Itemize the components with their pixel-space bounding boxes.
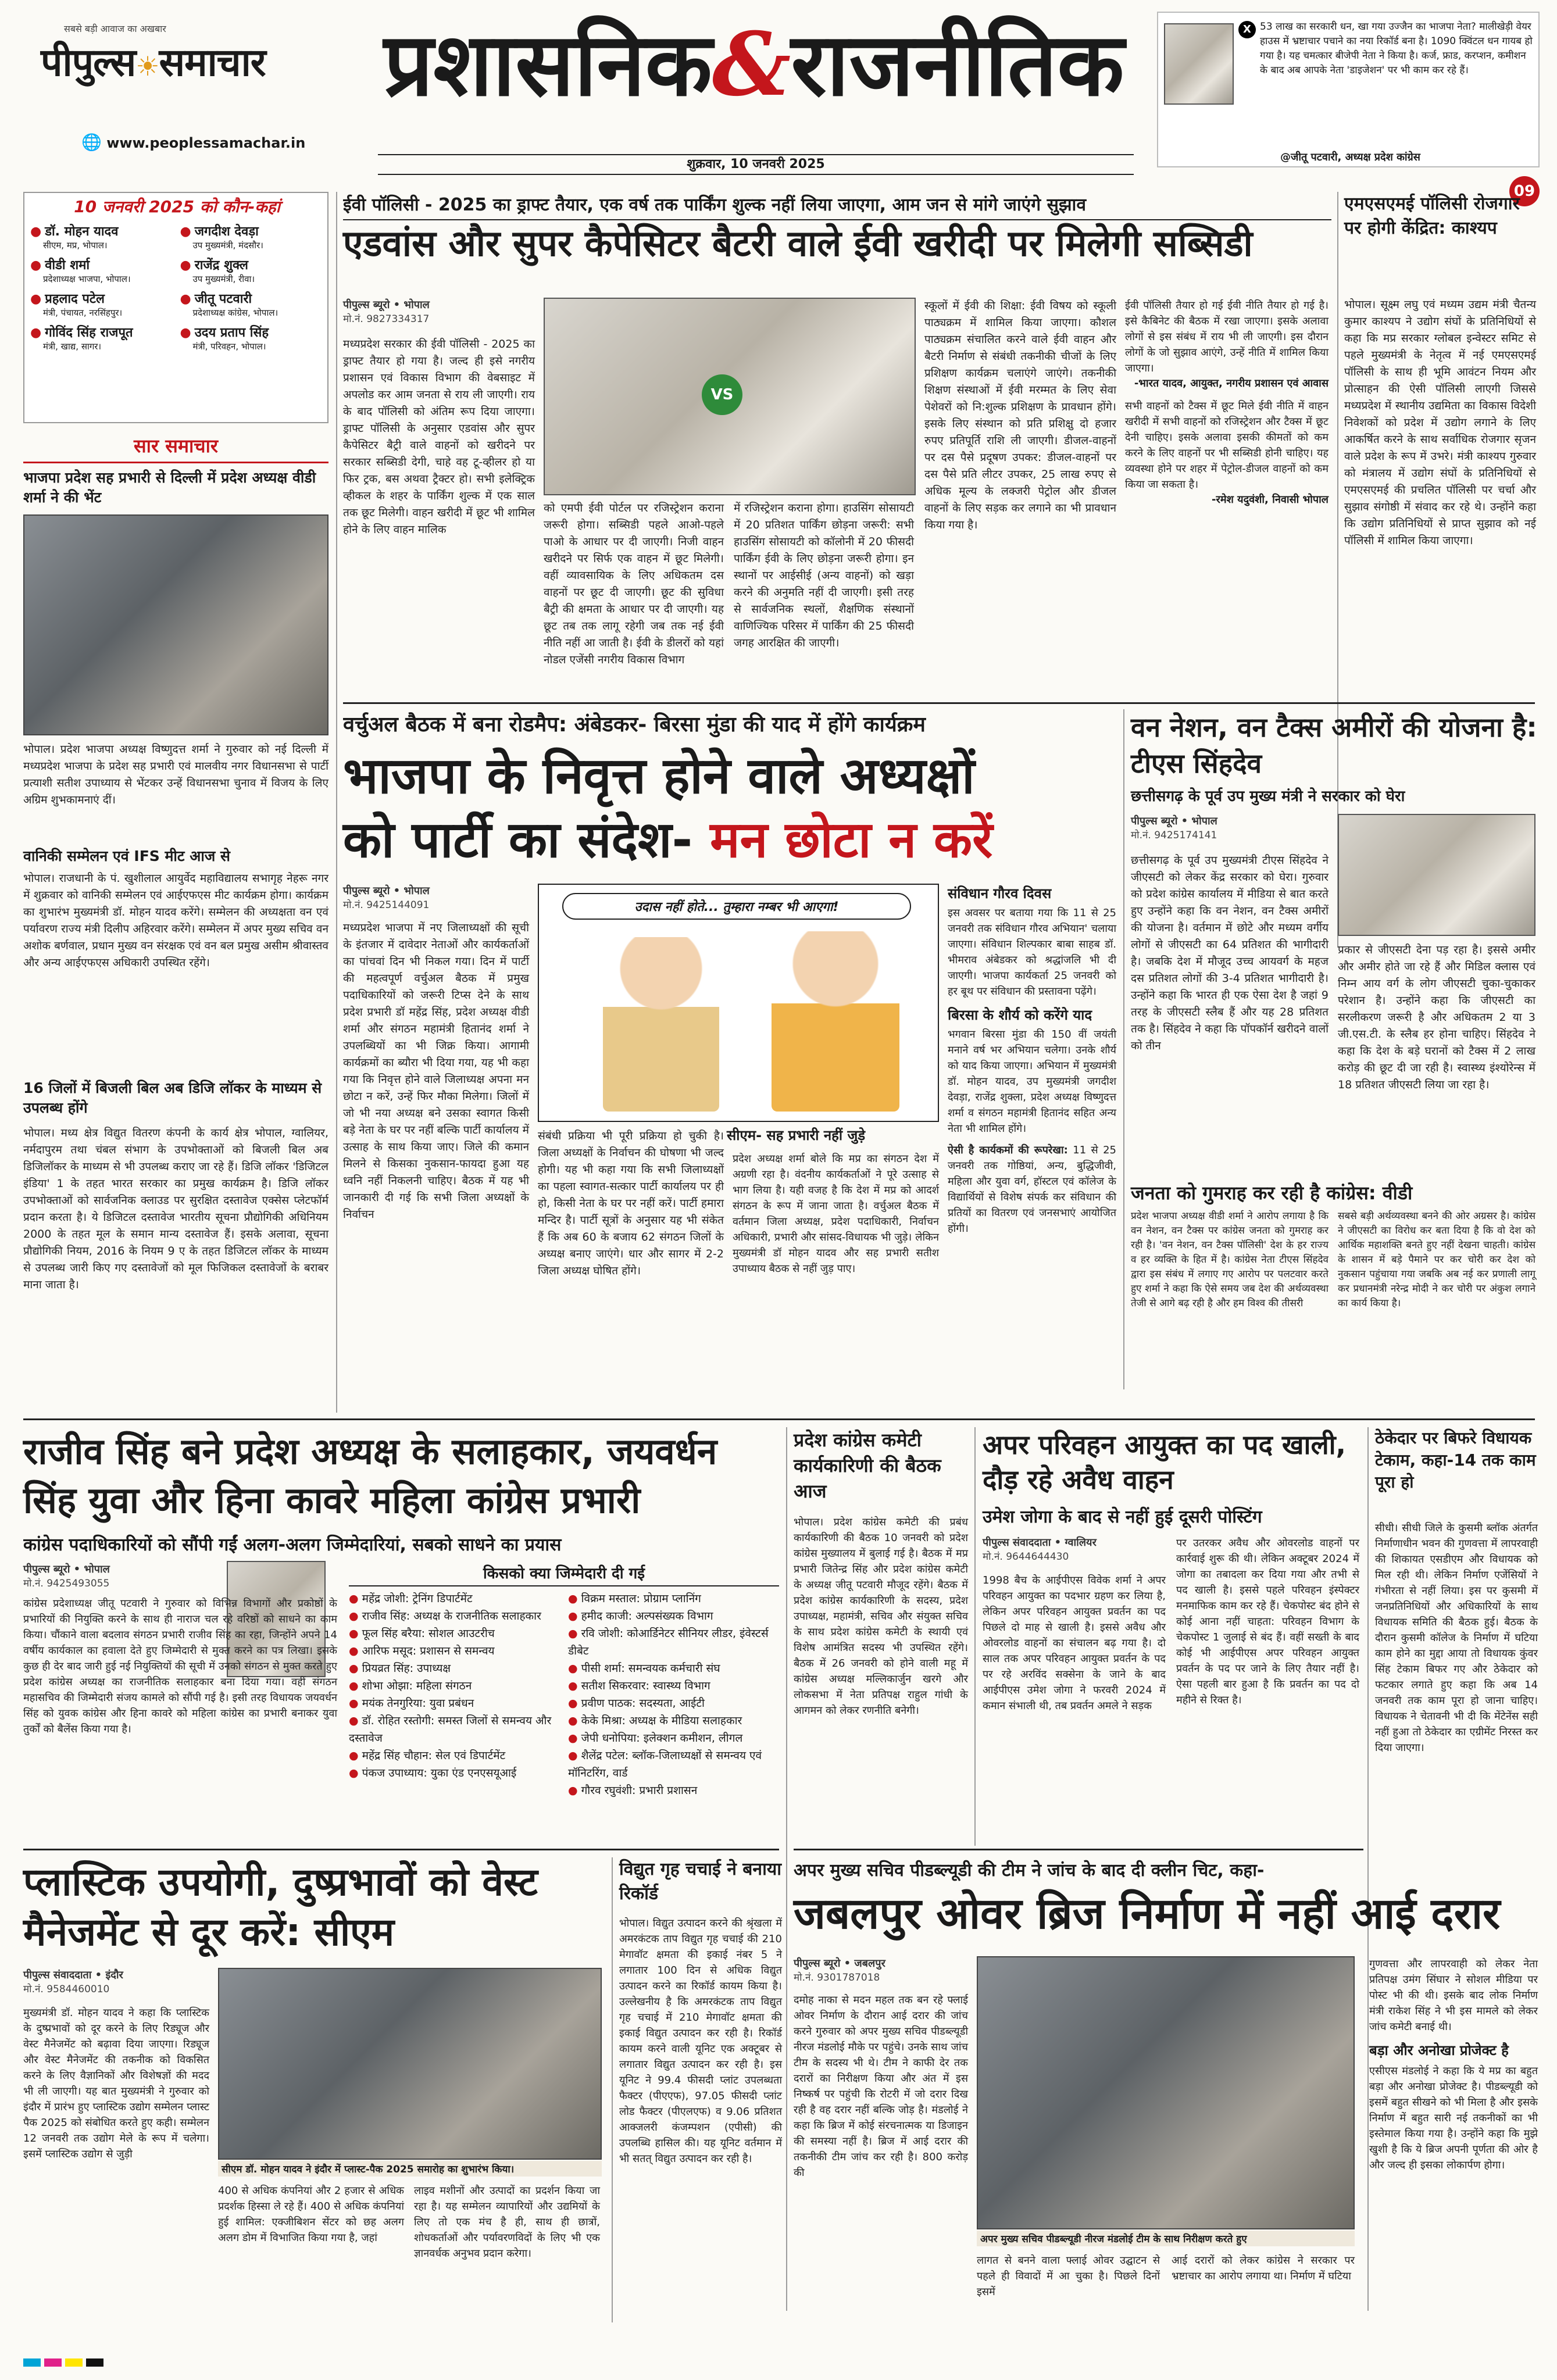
- duty-item: ● प्रियव्रत सिंह: उपाध्यक्ष: [349, 1660, 560, 1677]
- cartoon-figure-left: [603, 937, 719, 1112]
- whos-where-item: [30, 290, 174, 319]
- section-title: [384, 15, 1124, 115]
- ev-quote2-by: -रमेश यदुवंशी, निवासी भोपाल: [1212, 494, 1329, 506]
- bjp-mobile: मो.नं. 9425144091: [343, 899, 430, 911]
- ev-kicker: ईवी पॉलिसी - 2025 का ड्राफ्ट तैयार, एक वर्ष तक पार्किंग शुल्क नहीं लिया जाएगा, आम जन से मांगे जाएंगे सुझाव: [343, 192, 1331, 220]
- duties-col2: [568, 1590, 779, 1799]
- duty-item: ● हमीद काजी: अल्पसंख्यक विभाग: [568, 1607, 779, 1625]
- duties-grid: [349, 1590, 779, 1799]
- duty-item: ● सतीश सिकरवार: स्वास्थ्य विभाग: [568, 1677, 779, 1695]
- roster-head: ऐसी है कार्यकमों की रूपरेखा:: [948, 1144, 1068, 1156]
- saar-story3-body: भोपाल। मध्य क्षेत्र विद्युत वितरण कंपनी के कार्य क्षेत्र भोपाल, ग्वालियर, नर्मदापुरम तथा चंबल संभाग के उपभोक्ताओं को बिजली बिल अब डिजिलॉकर के माध्यम से भी उपलब्ध कराए जा रहे हैं। डिजि लॉकर 'डिजिटल इंडिया' 1 के तहत भारत सरकार का प्रमुख कार्यक्रम है। डिजि लॉकर उपभोक्ताओं को सार्वजनिक क्लाउड पर सुरक्षित दस्तावेज एक्सेस प्लेटफॉर्म प्रदान करता है। ये डिजिटल दस्तावेज भारतीय सूचना प्रौद्योगिकी अधिनियम 2000 के तहत मूल के समान मान्य दस्तावेज हैं। इसके अलावा, सूचना प्रौद्योगिकी नियम, 2016 के नियम 9 ए के तहत डिजिटल लॉकर के माध्यम से उपलब्ध जारी किए गए दस्तावेजों को मूल फिजिकल दस्तावेजों के बराबर माना जाता है।: [23, 1127, 328, 1291]
- whos-where-item: [30, 222, 174, 251]
- bridge-right: [1369, 1956, 1538, 2173]
- person-name: ● गोविंद सिंह राजपूत: [30, 323, 174, 341]
- cartoon-caption: सीएम- सह प्रभारी नहीं जुड़े: [727, 1127, 866, 1143]
- section-rule: [23, 1849, 779, 1850]
- singhdeo-photo: [1338, 814, 1535, 936]
- bjp-side: [948, 884, 1116, 1237]
- person-detail: प्रदेशाध्यक्ष कांग्रेस, भोपाल।: [192, 308, 278, 318]
- rajiv-mobile: मो.नं. 9425493055: [23, 1578, 110, 1589]
- plastic-col2: 400 से अधिक कंपनियां और 2 हजार से अधिक प्रदर्शक हिस्सा ले रहे हैं। 400 से अधिक कंपनियां हुई शामिल: एक्जीबिशन सेंटर को छह अलग अलग डोम में विभाजित किया गया है, जहां: [218, 2185, 404, 2244]
- bjp-col3: प्रदेश अध्यक्ष शर्मा बोले कि मप्र का संगठन देश में अग्रणी रहा है। वंदनीय कार्यकर्ताओं ने पूरे उत्साह से भाग लिया है। यही वजह है कि देश में मप्र को आदर्श संगठन के रूप में जाना जाता है। वर्चुअल बैठक में वर्तमान जिला अध्यक्ष, प्रदेश पदाधिकारी, निर्वाचन अधिकारी, प्रभारी और सांसद-विधायक भी जुड़े। लेकिन मुख्यमंत्री डॉ मोहन यादव और सह प्रभारी सतीश उपाध्याय बैठक से नहीं जुड़ पाए।: [733, 1153, 939, 1275]
- singhdeo-byline: पीपुल्स ब्यूरो • भोपाल: [1131, 815, 1217, 827]
- duty-item: ● प्रवीण पाठक: सदस्यता, आईटी: [568, 1695, 779, 1712]
- column-divider: [974, 1427, 976, 1846]
- singhdeo-col1: छत्तीसगढ़ के पूर्व उप मुख्यमंत्री टीएस सिंहदेव ने जीएसटी को लेकर केंद्र सरकार को घेरा। गुरुवार को प्रदेश कांग्रेस कार्यालय में मीडिया से बात करते हुए उन्होंने कहा कि वन नेशन, वन टैक्स अमीरों की योजना है। वर्तमान में छोटे और मध्यम वर्गीय लोगों से जीएसटी का 64 प्रतिशत की भागीदारी है। जबकि देश में मौजूद उच्च आयवर्ग के महज दस प्रतिशत लोगों की 3-4 प्रतिशत भागीदारी है। उन्होंने कहा कि भारत ही एक ऐसा देश है जहां 9 तरह के जीएसटी स्लैब हैं और यह 28 प्रतिशत तक है। सिंहदेव ने कहा कि पॉपकॉर्न खरीदने वालों को तीन: [1131, 854, 1329, 1052]
- whos-where-item: [180, 222, 324, 251]
- person-detail: मंत्री, पंचायत, नरसिंहपुर।: [43, 308, 123, 318]
- duty-item: ● केके मिश्रा: अध्यक्ष के मीडिया सलाहकार: [568, 1712, 779, 1729]
- samvidhan-head: संविधान गौरव दिवस: [948, 885, 1052, 902]
- duty-item: ● जेपी धनोपिया: इलेक्शन कमीशन, लीगल: [568, 1729, 779, 1747]
- transport-col2: पर उतरकर अवैध और ओवरलोड वाहनों पर कार्रवाई शुरू की थी। लेकिन अक्टूबर 2024 में जोगा का तबादला कर दिया गया और तभी से पद खाली है। इससे पहले परिवहन इंस्पेक्टर मनमाफिक काम कर रहे हैं। चेकपोस्ट बंद होने से कोई आना नहीं चाहता: परिवहन विभाग के चेकपोस्ट 1 जुलाई से बंद हैं। वहीं सख्ती के बाद कोई भी आईपीएस अपर परिवहन आयुक्त प्रवर्तन के पद पर जाने के लिए तैयार नहीं है। ऐसा पहली बार हुआ है कि प्रवर्तन का पद दो महीने से रिक्त है।: [1176, 1537, 1359, 1706]
- cong-meet-body: भोपाल। प्रदेश कांग्रेस कमेटी की प्रबंध कार्यकारिणी की बैठक 10 जनवरी को प्रदेश कांग्रेस मुख्यालय में बुलाई गई है। बैठक में मप्र प्रभारी जितेन्द्र सिंह और प्रदेश कांग्रेस कमेटी के अध्यक्ष जीतू पटवारी मौजूद रहेंगे। बैठक में प्रदेश कांग्रेस कार्यकारिणी के सदस्य, प्रदेश उपाध्यक्ष, महामंत्री, सचिव और संयुक्त सचिव के साथ प्रदेश कांग्रेस कमेटी के स्थायी एवं विशेष आमंत्रित सदस्य भी उपस्थित रहेंगे। बैठक में 26 जनवरी को होने वाली महू में कांग्रेस अध्यक्ष मल्लिकार्जुन खरगे और लोकसभा में नेता प्रतिपक्ष राहुल गांधी के आगमन को लेकर रणनीति बनेगी।: [794, 1516, 968, 1717]
- power-body: भोपाल। विद्युत उत्पादन करने की श्रृंखला में अमरकंटक ताप विद्युत गृह चचाई की 210 मेगावॉट क्षमता की इकाई नंबर 5 ने लगातार 100 दिन से अधिक विद्युत उत्पादन करने का रिकॉर्ड कायम किया है। उल्लेखनीय है कि अमरकंटक ताप विद्युत गृह चचाई में 210 मेगावॉट क्षमता की इकाई विद्युत उत्पादन कर रही है। रिकॉर्ड कायम करने वाली यूनिट एक अक्टूबर से लगातार विद्युत उत्पादन कर रही है। इस यूनिट ने 99.4 फीसदी प्लांट उपलब्धता फैक्टर (पीएएफ), 97.05 फीसदी प्लांट लोड फैक्टर (पीएलएफ) व 9.06 प्रतिशत आक्जलरी कंजम्पशन (एपीसी) की उपलब्धि हासिल की। यह यूनिट वर्तमान में भी सतत् विद्युत उत्पादन कर रही है।: [619, 1917, 782, 2165]
- saar-story2-headline: वानिकी सम्मेलन एवं IFS मीट आज से: [23, 848, 230, 864]
- person-detail: उप मुख्यमंत्री, रीवा।: [192, 274, 255, 284]
- person-name: ● जीतू पटवारी: [180, 290, 324, 307]
- ev-quote1-by: -भारत यादव, आयुक्त, नगरीय प्रशासन एवं आवास: [1134, 377, 1329, 389]
- column-divider: [1123, 709, 1124, 1389]
- bridge-col4: गुणवत्ता और लापरवाही को लेकर नेता प्रतिपक्ष उमंग सिंघार ने सोशल मीडिया पर पोस्ट भी की थी। इसके बाद लोक निर्माण मंत्री राकेश सिंह ने भी इस मामले को लेकर जांच कमेटी बनाई थी।: [1369, 1958, 1538, 2033]
- singhdeo-story: [1131, 709, 1538, 1174]
- plastic-byline-box: [23, 1968, 209, 1995]
- bridge-col2: लागत से बनने वाला फ्लाई ओवर उद्घाटन से पहले ही विवादों में आ चुका है। पिछले दिनों इसमें: [977, 2254, 1160, 2298]
- masthead: [17, 12, 1540, 200]
- plastic-story: [23, 1857, 605, 2322]
- section-rule: [23, 1418, 1535, 1420]
- plastic-col1: मुख्यमंत्री डॉ. मोहन यादव ने कहा कि प्लास्टिक के दुष्प्रभावों को दूर करने के लिए रिड्यूज और वेस्ट मैनेजमेंट को बढ़ावा दिया जाएगा। रिड्यूज और वेस्ट मैनेजमेंट की तकनीक को विकसित करने के लिए वैज्ञानिकों और विशेषज्ञों की मदद भी ली जाएगी। यह बात मुख्यमंत्री ने गुरुवार को इंदौर में प्रारंभ हुए प्लास्टिक उद्योग सम्मेलन प्लास्ट पैक 2025 को संबोधित करते हुए कही। सम्मेलन 12 जनवरी तक उद्योग मेले के रूप में चलेगा। इसमें प्लास्टिक उद्योग से जुड़ी: [23, 2007, 209, 2160]
- bjp-col1: मध्यप्रदेश भाजपा में नए जिलाध्यक्षों की सूची के इंतजार में दावेदार नेताओं और कार्यकर्ताओं का पांचवां दिन भी निकल गया। दिन में पार्टी की महत्वपूर्ण वर्चुअल बैठक में प्रमुख पदाधिकारियों को जरूरी टिप्स देने के साथ प्रदेश प्रभारी डॉ महेंद्र सिंह, प्रदेश अध्यक्ष वीडी शर्मा और संगठन महामंत्री हितानंद शर्मा ने उपलब्धियों का भी जिक्र किया। आगामी कार्यक्रमों का ब्यौरा भी दिया गया, यह भी कहा गया कि निवृत्त होने वाले जिलाध्यक्ष अपना मन छोटा न करें, उन्हें फिर मौका मिलेगा। जिलों में जो भी नया अध्यक्ष बने उसका स्वागत किसी बड़े नेता के घर पर नहीं बल्कि पार्टी कार्यालय में उत्साह के साथ किया जाए। जिले की कमान मिलने से किसका नुकसान-फायदा हुआ यह ध्वनि नहीं निकलनी चाहिए। बैठक में यह भी जानकारी दी गई कि सभी जिला अध्यक्षों के निर्वाचन: [343, 921, 529, 1221]
- msme-story: [1344, 192, 1536, 698]
- duties-table: [349, 1562, 779, 1799]
- bjp-col2: संबंधी प्रक्रिया भी पूरी प्रक्रिया हो चुकी है। जिला अध्यक्षों के निर्वाचन की घोषणा भी जल्द होगी। यह भी कहा गया कि सभी जिलाध्यक्षों का पहला स्वागत-सत्कार पार्टी कार्यालय पर ही हो, किसी नेता के घर पर नहीं करें। पार्टी हमारा मन्दिर है। पार्टी सूत्रों के अनुसार यह भी संकेत हैं कि अब 60 के बजाय 62 संगठन जिलों के अध्यक्ष बनाए जाएंगे। धार और सागर में 2-2 जिला अध्यक्ष घोषित होंगे।: [538, 1130, 724, 1277]
- duty-item: ● पंकज उपाध्याय: युका एंड एनएसयूआई: [349, 1764, 560, 1782]
- duty-item: ● विक्रम मस्ताल: प्रोग्राम प्लानिंग: [568, 1590, 779, 1607]
- singhdeo-headline: वन नेशन, वन टैक्स अमीरों की योजना है: टीएस सिंहदेव: [1131, 712, 1537, 779]
- globe-icon: 🌐: [81, 133, 102, 152]
- reg-yellow: [65, 2358, 83, 2367]
- whos-where-heading: 10 जनवरी 2025 को कौन-कहां: [74, 197, 280, 216]
- plastic-headline: प्लास्टिक उपयोगी, दुष्प्रभावों को वेस्ट मैनेजमेंट से दूर करें: सीएम: [23, 1860, 538, 1954]
- whos-where-item: [180, 323, 324, 352]
- bjp-cartoon: [538, 884, 939, 1122]
- person-name: ● डॉ. मोहन यादव: [30, 222, 174, 240]
- vs-badge: [702, 374, 742, 415]
- vd-janta-headline: जनता को गुमराह कर रही है कांग्रेस: वीडी: [1131, 1182, 1413, 1204]
- tweet-box: [1157, 12, 1540, 167]
- column-divider: [612, 1857, 613, 2322]
- person-name: ● जगदीश देवड़ा: [180, 222, 324, 240]
- singhdeo-mobile: मो.नं. 9425174141: [1131, 830, 1217, 841]
- bridge-byline-box: [794, 1956, 968, 1984]
- duty-item: ● रवि जोशी: कोआर्डिनेटर सीनियर लीडर, इंवेस्टर्स डीबेट: [568, 1625, 779, 1660]
- cong-meet-story: [794, 1427, 968, 1846]
- duty-item: ● आरिफ मसूद: प्रशासन से समन्वय: [349, 1642, 560, 1660]
- whos-where-grid: [30, 222, 324, 352]
- transport-headline: अपर परिवहन आयुक्त का पद खाली, दौड़ रहे अवैध वाहन: [983, 1429, 1347, 1495]
- person-name: ● प्रहलाद पटेल: [30, 290, 174, 307]
- transport-byline: पीपुल्स संवाददाता • ग्वालियर: [983, 1536, 1097, 1549]
- ev-byline-box: [343, 298, 535, 325]
- bridge-caption: अपर मुख्य सचिव पीडब्ल्यूडी नीरज मंडलोई टीम के साथ निरीक्षण करते हुए: [977, 2231, 1355, 2246]
- bridge-story: [794, 1857, 1538, 2322]
- transport-mobile: मो.नं. 9644644430: [983, 1551, 1069, 1563]
- column-divider: [786, 1427, 787, 2311]
- saar-story3-headline: 16 जिलों में बिजली बिल अब डिजि लॉकर के माध्यम से उपलब्ध होंगे: [23, 1080, 322, 1116]
- reg-black: [86, 2358, 103, 2367]
- duties-col1: [349, 1590, 560, 1799]
- logo[interactable]: [41, 35, 266, 87]
- singhdeo-sub: छत्तीसगढ़ के पूर्व उप मुख्य मंत्री ने सरकार को घेरा: [1131, 788, 1405, 805]
- duty-item: ● महेंद्र सिंह चौहान: सेल एवं डिपार्टमेंट: [349, 1747, 560, 1764]
- ev-quote2: सभी वाहनों को टैक्स में छूट मिले ईवी नीति में वाहन खरीदी में सभी वाहनों को रजिस्ट्रेशन और टैक्स में छूट देनी चाहिए। इसके अलावा इसकी कीमतों को कम करने के लिए वाहनों पर भी सब्सिडी होनी चाहिए। यह व्यवस्था होने पर शहर में पेट्रोल-डीजल वाहनों को कम किया जा सकता है।: [1125, 400, 1329, 491]
- transport-byline-box: [983, 1535, 1169, 1563]
- whos-where-item: [30, 256, 174, 285]
- power-headline: विद्युत गृह चचाई ने बनाया रिकॉर्ड: [619, 1859, 782, 1904]
- rajiv-byline-box: [23, 1562, 221, 1589]
- whos-where-item: [30, 323, 174, 352]
- duty-item: ● शैलेंद्र पटेल: ब्लॉक-जिलाध्यक्षों से समन्वय एवं मॉनिटरिंग, वार्ड: [568, 1747, 779, 1782]
- tweet-avatar: [1164, 23, 1234, 105]
- date: शुक्रवार, 10 जनवरी 2025: [687, 157, 825, 171]
- bridge-headline: जबलपुर ओवर ब्रिज निर्माण में नहीं आई दरार: [794, 1889, 1501, 1939]
- x-logo-icon: X: [1238, 21, 1256, 38]
- duty-item: ● पीसी शर्मा: समन्वयक कर्मचारी संघ: [568, 1660, 779, 1677]
- section-title-part-1: प्रशासनिक: [384, 15, 712, 116]
- whos-where-box: [23, 192, 328, 423]
- roster: [948, 1142, 1116, 1237]
- registration-strip: [23, 2358, 1535, 2370]
- section-rule: [343, 702, 1535, 704]
- rajiv-story: [23, 1427, 779, 1846]
- power-story: [619, 1857, 782, 2322]
- vs-label: VS: [710, 386, 734, 403]
- samvidhan-body: इस अवसर पर बताया गया कि 11 से 25 जनवरी तक संविधान गौरव अभियान' चलाया जाएगा। संविधान शिल्पकार बाबा साहब डॉ. भीमराव अंबेडकर को श्रद्धांजलि भी दी जाएगी। भाजपा कार्यकर्ता 25 जनवरी को हर बूथ पर संविधान की प्रस्तावना पढ़ेंगे।: [948, 907, 1116, 998]
- cartoon-figure-right: [772, 931, 899, 1112]
- duty-item: ● गौरव रघुवंशी: प्रभारी प्रशासन: [568, 1782, 779, 1799]
- saar-story1-body: भोपाल। प्रदेश भाजपा अध्यक्ष विष्णुदत्त शर्मा ने गुरुवार को नई दिल्ली में मध्यप्रदेश भाजपा के प्रदेश सह प्रभारी एवं मालवीय नगर विधानसभा से पार्टी प्रत्याशी सतीश उपाध्याय से भेंटकर उन्हें विधानसभा चुनाव में विजय के लिए अग्रिम शुभकामनाएं दीं।: [23, 743, 328, 806]
- ev-col4: स्कूलों में ईवी की शिक्षा: ईवी विषय को स्कूली पाठ्यक्रम में शामिल किया जाएगा। कौशल पाठ्यक्रम संचालित करने वाले ईवी वाहन और बैटरी निर्माण से संबंधी तकनीकी चीजों के लिए प्रशिक्षण कार्यक्रम चलाएंगे जाएंगे। तकनीकी शिक्षण संस्थाओं में ईवी मरम्मत के लिए सेवा पेशेवरों को नि:शुल्क प्रशिक्षण के प्रावधान होंगे। इसके लिए संस्थान को प्रति प्रशिक्षु दो हजार रुपए प्रतिपूर्ति राशि ली जाएगी। डीजल-वाहनों पर दस पैसे प्रदूषण उपकर: डीजल-वाहनों पर दस पैसे प्रति लीटर उपकर, 25 लाख रुपए से अधिक मूल्य के लक्जरी पेट्रोल और डीजल वाहनों के लिए सड़क कर लगाने का भी प्रावधान किया गया है।: [924, 299, 1116, 531]
- vd-janta-story: [1131, 1180, 1538, 1389]
- date-bar: [378, 154, 1134, 175]
- birsa-head: बिरसा के शौर्य को करेंगे याद: [948, 1007, 1092, 1023]
- duty-item: ● शोभा ओझा: महिला संगठन: [349, 1677, 560, 1695]
- duties-table-heading: किसको क्या जिम्मेदारी दी गई: [349, 1562, 779, 1586]
- duty-item: ● महेंद्र जोशी: ट्रेनिंग डिपार्टमेंट: [349, 1590, 560, 1607]
- person-detail: मंत्री, खाद्य, सागर।: [43, 341, 102, 352]
- duty-item: ● मयंक तेनगुरिया: युवा प्रबंधन: [349, 1695, 560, 1712]
- tweet-text: 53 लाख का सरकारी धन, खा गया उज्जैन का भाजपा नेता? मालीखेड़ी वेयर हाउस में भ्रष्टाचार पचाने का नया रिकॉर्ड बना है। 1090 क्विंटल धन गायब हो गया है। यह चमत्कार बीजेपी नेता ने किया है। कर्ज, फ्राड, करप्शन, कमीशन के बाद अब आपके नेता 'डाइजेशन' पर भी काम कर रहे हैं।: [1260, 21, 1533, 76]
- ev-quotes: [1125, 298, 1329, 506]
- whos-where-item: [180, 256, 324, 285]
- ev-col1: मध्यप्रदेश सरकार की ईवी पॉलिसी - 2025 का ड्राफ्ट तैयार हो गया है। जल्द ही इसे नगरीय प्रशासन एवं विकास विभाग की वेबसाइट में अपलोड कर आम जनता से राय ली जाएगी। राय के बाद पॉलिसी को अंतिम रूप दिया जाएगा। ड्राफ्ट पॉलिसी के अनुसार एडवांस और सुपर कैपेसिटर बैट्री वाले वाहनों को खरीदने पर सरकार सब्सिडी देगी, चाहे वह टू-व्हीलर हो या फिर ट्रक, बस अथवा ट्रैक्टर हो। सभी इलेक्ट्रिक व्हीकल के शहर के पार्किंग शुल्क में एक साल तक छूट मिलेगी। वाहन खरीदी में छूट भी शामिल होने के लिए वाहन मालिक: [343, 338, 535, 536]
- website-url: www.peoplessamachar.in: [106, 135, 306, 151]
- transport-sub: उमेश जोगा के बाद से नहीं हुई दूसरी पोस्टिंग: [983, 1507, 1262, 1527]
- page-number: 09: [1513, 183, 1535, 200]
- cong-meet-headline: प्रदेश कांग्रेस कमेटी कार्यकारिणी की बैठक आज: [794, 1429, 941, 1502]
- person-detail: प्रदेशाध्यक्ष भाजपा, भोपाल।: [43, 274, 131, 284]
- plastic-col3: लाइव मशीनों और उत्पादों का प्रदर्शन किया जा रहा है। यह सम्मेलन व्यापारियों और उद्यमियों के लिए तो एक मंच है ही, साथ ही छात्रों, शोधकर्ताओं और पर्यावरणविदों के लिए भी एक ज्ञानवर्धक अनुभव प्रदान करेगा।: [414, 2185, 600, 2260]
- reg-magenta: [44, 2358, 62, 2367]
- bjp-byline: पीपुल्स ब्यूरो • भोपाल: [343, 885, 430, 897]
- ev-col2: को एमपी ईवी पोर्टल पर रजिस्ट्रेशन कराना जरूरी होगा। सब्सिडी पहले आओ-पहले पाओ के आधार पर दी जाएगी। निजी वाहन खरीदने पर सिर्फ एक वाहन में छूट मिलेगी। वहीं व्यावसायिक के लिए अधिकतम दस वाहनों पर छूट दी जाएगी। छूट की सुविधा बैट्री की क्षमता के आधार पर दी जाएगी। यह छूट तब तक लागू रहेगी जब तक नई ईवी नीति नहीं आ जाती है। ईवी के डीलरों को यहां नोडल एजेंसी नगरीय विकास विभाग: [544, 502, 724, 666]
- section-title-amp: &: [712, 13, 791, 116]
- bjp-story: [343, 709, 1116, 1389]
- reg-cyan: [23, 2358, 41, 2367]
- saar-story1-headline: भाजपा प्रदेश सह प्रभारी से दिल्ली में प्रदेश अध्यक्ष वीडी शर्मा ने की भेंट: [23, 469, 316, 506]
- plastic-photo: [218, 1968, 602, 2160]
- bridge-col3: आई दरारों को लेकर कांग्रेस ने सरकार पर भ्रष्टाचार का आरोप लगाया था। निर्माण में घटिया: [1172, 2254, 1355, 2282]
- saar-heading: सार समाचार: [23, 433, 328, 463]
- vd-janta-col1: प्रदेश भाजपा अध्यक्ष वीडी शर्मा ने आरोप लगाया है कि वन नेशन, वन टैक्स पर कांग्रेस जनता को गुमराह कर रही है। 'वन नेशन, वन टैक्स पॉलिसी' देश के हर राज्य व हर व्यक्ति के हित में है। कांग्रेस नेता टीएस सिंहदेव द्वारा इस संबंध में लगाए गए आरोप पर पलटवार करते हुए शर्मा ने कहा कि ऐसे समय जब देश की अर्थव्यवस्था तेजी से आगे बढ़ रही है और हम विश्व की तीसरी: [1131, 1210, 1329, 1309]
- rajiv-col1: कांग्रेस प्रदेशाध्यक्ष जीतू पटवारी ने गुरुवार को विभिन्न विभागों और प्रकोष्ठों के प्रभारियों की नियुक्ति करने के साथ ही नाराज चल रहे वरिष्ठों को साधने का काम किया। चौंकाने वाला बदलाव संगठन प्रभारी राजीव सिंह का रहा, जिन्होंने अपने 14 वर्षीय कार्यकाल का हवाला देते हुए जिम्मेदारी से मुक्त करने का पत्र लिखा। इसके कुछ ही देर बाद जारी हुई नई नियुक्तियों की सूची में उनको संगठन से मुक्त करते हुए प्रदेश कांग्रेस अध्यक्ष का राजनीतिक सलाहकार बना दिया गया। वहीं संगठन महासचिव की जिम्मेदारी संजय कामले को सौंपी गई है। इसी तरह विधायक जयवर्धन सिंह को युवक कांग्रेस और हिना कावरे को महिला कांग्रेस का प्रभारी बनाकर युवा तुर्कों को बैलेंस किया गया है।: [23, 1598, 337, 1735]
- bjp-headline-black: को पार्टी का संदेश-: [343, 811, 693, 869]
- bridge-kicker: अपर मुख्य सचिव पीडब्ल्यूडी की टीम ने जांच के बाद दी क्लीन चिट, कहा-: [794, 1860, 1265, 1881]
- cartoon-speech-bubble: उदास नहीं होते... तुम्हारा नम्बर भी आएगा!: [562, 893, 911, 920]
- logo-word-peoples: पीपुल्स: [41, 40, 136, 85]
- ev-photo: [544, 298, 916, 495]
- bridge-col4b: एसीएस मंडलोई ने कहा कि ये मप्र का बहुत बड़ा और अनोखा प्रोजेक्ट है। पीडब्ल्यूडी को इसमें बहुत सीखने को भी मिला है और इसके निर्माण में बहुत सारी नई तकनीकों का भी इस्तेमाल किया गया है। उन्होंने कहा कि मुझे खुशी है कि ये ब्रिज अपनी पूर्णता की ओर है और जल्द ही इसका लोकार्पण होगा।: [1369, 2065, 1538, 2171]
- logo-word-samachar: समाचार: [159, 40, 266, 85]
- duty-item: ● डॉ. रोहित रस्तोगी: समस्त जिलों से समन्वय और दस्तावेज: [349, 1712, 560, 1747]
- plastic-byline: पीपुल्स संवाददाता • इंदौर: [23, 1969, 123, 1981]
- ev-mobile: मो.नं. 9827334317: [343, 313, 430, 325]
- transport-col1: 1998 बैच के आईपीएस विवेक शर्मा ने अपर परिवहन आयुक्त का पदभार ग्रहण कर लिया है, लेकिन अपर परिवहन आयुक्त प्रवर्तन का पद पिछले दो माह से खाली है। इससे अवैध और ओवरलोड वाहनों का संचालन बढ़ गया है। दो साल तक अपर परिवहन आयुक्त प्रवर्तन के पद पर रहे अरविंद सक्सेना के जाने के बाद आईपीएस उमेश जोगा ने फरवरी 2024 में कमान संभाली थी, तब प्रवर्तन अमले ने सड़क: [983, 1574, 1166, 1712]
- bjp-byline-box: [343, 884, 529, 911]
- logo-sun-icon: ☀: [135, 51, 159, 82]
- bridge-mobile: मो.नं. 9301787018: [794, 1972, 880, 1984]
- rajiv-sub: कांग्रेस पदाधिकारियों को सौंपी गईं अलग-अलग जिम्मेदारियां, सबको साधने का प्रयास: [23, 1535, 562, 1555]
- person-name: ● राजेंद्र शुक्ल: [180, 256, 324, 273]
- tender-headline: ठेकेदार पर बिफरे विधायक टेकाम, कहा-14 तक काम पूरा हो: [1375, 1428, 1536, 1492]
- ev-byline: पीपुल्स ब्यूरो • भोपाल: [343, 299, 430, 311]
- person-detail: सीएम, मप्र, भोपाल।: [43, 240, 108, 251]
- ev-story: [343, 192, 1331, 698]
- rajiv-byline: पीपुल्स ब्यूरो • भोपाल: [23, 1563, 110, 1575]
- bjp-kicker: वर्चुअल बैठक में बना रोडमैप: अंबेडकर- बिरसा मुंडा की याद में होंगे कार्यक्रम: [343, 713, 926, 737]
- transport-story: [983, 1427, 1360, 1846]
- bridge-sub2: बड़ा और अनोखा प्रोजेक्ट है: [1369, 2042, 1509, 2059]
- person-detail: मंत्री, परिवहन, भोपाल।: [192, 341, 266, 352]
- person-name: ● वीडी शर्मा: [30, 256, 174, 273]
- tender-body: सीधी। सीधी जिले के कुसमी ब्लॉक अंतर्गत निर्माणाधीन भवन की गुणवत्ता में लापरवाही की शिकायत एसडीएम और विधायक को मिल रही थी। लेकिन निर्माण एजेंसियों ने गंभीरता से नहीं लिया। इस पर कुसमी में जनप्रतिनिधियों और अधिकारियों के साथ विधायक समिति की बैठक हुई। बैठक के दौरान कुसमी कॉलेज के निर्माण में घटिया काम होने का मुद्दा आया तो विधायक कुंवर सिंह टेकाम बिफर गए और ठेकेदार को फटकार लगाते हुए कहा कि अब 14 जनवरी तक काम पूरा हो जाना चाहिए। विधायक ने चेतावनी भी दी कि मेंटेनेंस सही नहीं हुआ तो ठेकेदार का एग्रीमेंट निरस्त कर दिया जाएगा।: [1375, 1522, 1538, 1754]
- bjp-headline-line1: भाजपा के निवृत्त होने वाले अध्यक्षों: [343, 747, 975, 805]
- msme-headline: एमएसएमई पॉलिसी रोजगार पर होगी केंद्रित: काश्यप: [1344, 194, 1520, 238]
- bridge-photo: [977, 1956, 1355, 2229]
- whos-where-item: [180, 290, 324, 319]
- saar-samachar: [23, 433, 328, 1416]
- duty-item: ● राजीव सिंह: अध्यक्ष के राजनीतिक सलाहकार: [349, 1607, 560, 1625]
- ev-headline: एडवांस और सुपर कैपेसिटर बैटरी वाले ईवी खरीदी पर मिलेगी सब्सिडी: [343, 222, 1253, 265]
- plastic-mobile: मो.नं. 9584460010: [23, 1984, 110, 1995]
- rajiv-headline: राजीव सिंह बने प्रदेश अध्यक्ष के सलाहकार, जयवर्धन सिंह युवा और हिना कावरे महिला कांग्रेस प्रभारी: [23, 1430, 717, 1521]
- tender-story: [1375, 1427, 1538, 1846]
- bridge-col1: दमोह नाका से मदन महल तक बन रहे फ्लाई ओवर निर्माण के दौरान आई दरार की जांच करने गुरुवार को अपर मुख्य सचिव पीडब्ल्यूडी नीरज मंडलोई मौके पर पहुंचे। उनके साथ जांच टीम के सदस्य भी थे। टीम ने काफी देर तक दरारों का निरीक्षण किया और अंत में इस निष्कर्ष पर पहुंची कि रोटरी में जो दरार दिख रही है वह दरार नहीं बल्कि जोड़ है। मंडलोई ने कहा कि ब्रिज में कोई संरचनात्मक या डिजाइन की समस्या नहीं है। ब्रिज में आई दरार की तकनीकी टीम जांच कर रही है। 800 करोड़ की: [794, 1994, 968, 2179]
- birsa-body: भगवान बिरसा मुंडा की 150 वीं जयंती मनाने वर्ष भर अभियान चलेगा। उनके शौर्य को याद किया जाएगा। अभियान में मुख्यमंत्री डॉ. मोहन यादव, उप मुख्यमंत्री जगदीश देवड़ा, राजेंद्र शुक्ला, प्रदेश अध्यक्ष विष्णुदत्त शर्मा व संगठन महामंत्री हितानंद सहित अन्य नेता भी शामिल होंगे।: [948, 1028, 1116, 1135]
- website[interactable]: [81, 133, 305, 152]
- roster-body: 11 से 25 जनवरी तक गोष्ठियां, अन्य, बुद्धिजीवी, महिला और युवा वर्ग, हॉस्टल एवं कॉलेज के विद्यार्थियों से विशेष संपर्क कर संविधान की प्रतियों का वितरण एवं जनसभाएं आयोजित होंगी।: [948, 1144, 1117, 1235]
- singhdeo-byline-box: [1131, 814, 1329, 841]
- duty-item: ● फूल सिंह बरैया: सोशल आउटरीच: [349, 1625, 560, 1642]
- ev-col3: में रजिस्ट्रेशन कराना होगा। हाउसिंग सोसायटी में 20 प्रतिशत पार्किंग छोड़ना जरूरी: सभी हाउसिंग सोसायटी को कॉलोनी में 20 फीसदी पार्किंग ईवी के लिए छोड़ना जरूरी होगा। इन स्थानों पर आईसीई (अन्य वाहनों) को खड़ा करने की अनुमति नहीं दी जाएगी। इसी तरह से सार्वजनिक स्थलों, शैक्षणिक संस्थानों वाणिज्यिक परिसर में पार्किंग की 25 फीसदी जगह आरक्षित की जाएगी।: [734, 502, 914, 649]
- saar-story2-body: भोपाल। राजधानी के पं. खुशीलाल आयुर्वेद महाविद्यालय सभागृह नेहरू नगर में शुक्रवार को वानिकी सम्मेलन एवं आईएफएस मीट कार्यक्रम होगा। कार्यक्रम का शुभारंभ मुख्यमंत्री डॉ. मोहन यादव करेंगे। सम्मेलन की अध्यक्षता वन एवं पर्यावरण राज्य मंत्री दिलीप अहिरवार करेंगे। सम्मेलन में अपर मुख्य सचिव वन अशोक बर्णवाल, प्रधान मुख्य वन संरक्षक एवं वन बल प्रमुख असीम श्रीवास्तव और अन्य आईएफएस अधिकारी उपस्थित रहेंगे।: [23, 872, 328, 969]
- ev-quote1: ईवी पॉलिसी तैयार हो गई ईवी नीति तैयार हो गई है। इसे कैबिनेट की बैठक में रखा जाएगा। इसके अलावा लोगों से इस संबंध में राय भी ली जाएगी। इस दौरान लोगों के जो सुझाव आएंगे, उन्हें नीति में शामिल किया जाएगा।: [1125, 299, 1329, 374]
- logo-tagline: सबसे बड़ी आवाज का अखबार: [64, 23, 166, 34]
- vd-janta-col2: सबसे बड़ी अर्थव्यवस्था बनने की ओर अग्रसर है। कांग्रेस ने जीएसटी का विरोध कर बता दिया है कि वो देश को आर्थिक महाशक्ति बनते हुए नहीं देखना चाहती। कांग्रेस के शासन में बड़े पैमाने पर कर चोरी कर देश को नुकसान पहुंचाया गया जबकि अब नई कर प्रणाली लागू कर प्रधानमंत्री नरेन्द्र मोदी ने कर चोरी पर अंकुश लगाने का कार्य किया है।: [1338, 1210, 1535, 1309]
- section-title-part-2: राजनीतिक: [791, 15, 1124, 116]
- bjp-headline-line2: [343, 808, 1116, 872]
- saar-story1-photo: [23, 514, 328, 735]
- column-divider: [336, 192, 337, 1413]
- tweet-author: @जीतू पटवारी, अध्यक्ष प्रदेश कांग्रेस: [1280, 151, 1420, 163]
- person-name: ● उदय प्रताप सिंह: [180, 323, 324, 341]
- section-rule: [794, 1849, 1363, 1850]
- msme-body: भोपाल। सूक्ष्म लघु एवं मध्यम उद्यम मंत्री चैतन्य कुमार काश्यप ने उद्योग संघों के प्रतिनिधियों से कहा कि मप्र सरकार ग्लोबल इन्वेस्टर समिट से पहले मुख्यमंत्री के नेतृत्व में नई एमएसएमई पॉलिसी के साथ ही भूमि आवंटन नियम और प्रोत्साहन की ऐसी पॉलिसी लाएगी जिससे मध्यप्रदेश में स्थानीय उद्यमिता का विकास विदेशी निवेशकों को प्रदेश में उद्योग लगाने के लिए आकर्षित करने के साथ सर्वाधिक रोजगार सृजन वाले प्रदेश के रूप में उभरे। मंत्री काश्यप गुरुवार को मंत्रालय में उद्योग संघों के प्रतिनिधियों से एमएसएमई की प्रचलित पॉलिसी पर चर्चा और सुझाव संगोष्ठी में संवाद कर रहे थे। उन्होंने कहा कि उद्योग प्रतिनिधियों से प्राप्त सुझाव को नई पॉलिसी में शामिल किया जाएगा।: [1344, 298, 1536, 547]
- plastic-caption: सीएम डॉ. मोहन यादव ने इंदौर में प्लास्ट-पैक 2025 समारोह का शुभारंभ किया।: [218, 2161, 602, 2177]
- bjp-headline-red: मन छोटा न करें: [710, 811, 993, 869]
- singhdeo-col2: प्रकार से जीएसटी देना पड़ रहा है। इससे अमीर और अमीर होते जा रहे हैं और मिडिल क्लास एवं निम्न आय वर्ग के लोग जीएसटी चुका-चुकाकर परेशान है। उन्होंने कहा कि जीएसटी का सरलीकरण जरूरी है और अधिकतम 2 या 3 जी.एस.टी. के स्लैब हर होना चाहिए। सिंहदेव ने कहा कि देश के बड़े घरानों को टैक्स में 2 लाख करोड़ की छूट दी जा रही है। स्वास्थ्य इंश्योरेन्स में 18 प्रतिशत जीएसटी लिया जा रहा है।: [1338, 944, 1535, 1091]
- person-detail: उप मुख्यमंत्री, मंदसौर।: [192, 240, 263, 251]
- bridge-byline: पीपुल्स ब्यूरो • जबलपुर: [794, 1957, 885, 1970]
